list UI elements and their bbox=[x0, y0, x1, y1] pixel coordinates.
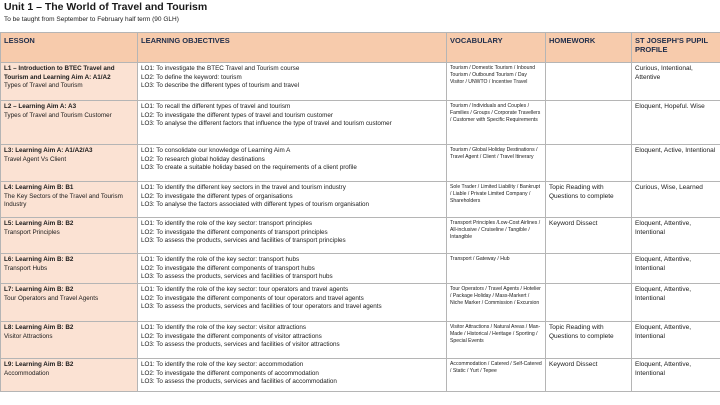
objective-line: LO2: To investigate the different components of tour operators and travel agents bbox=[141, 294, 364, 302]
homework-cell bbox=[546, 254, 632, 284]
lesson-subtitle: Transport Hubs bbox=[4, 264, 48, 272]
objective-line: LO3: To assess the products, services and facilities of transport hubs bbox=[141, 273, 333, 280]
table-row bbox=[1, 322, 720, 359]
lesson-cell bbox=[1, 101, 138, 145]
table-row bbox=[1, 254, 720, 284]
vocabulary-cell: Tourism / Individuals and Couples / Families / Groups / Corporate Travellers / Customer with Specific Requirements bbox=[447, 101, 546, 145]
objective-line: LO2: To investigate the different components of transport hubs bbox=[141, 264, 315, 272]
objective-line: LO1: To identify the role of the key sector: accommodation bbox=[141, 361, 304, 368]
objective-line: LO1: To identify the role of the key sector: tour operators and travel agents bbox=[141, 286, 349, 293]
pupil-profile-cell: Eloquent, Attentive, Intentional bbox=[632, 284, 720, 322]
objective-line: LO2: To define the keyword: tourism bbox=[141, 73, 242, 81]
table-row bbox=[1, 63, 720, 101]
objective-line: LO1: To identify the role of the key sector: transport principles bbox=[141, 220, 313, 227]
objectives-cell bbox=[138, 284, 447, 322]
objective-line: LO3: To assess the products, services and facilities of visitor attractions bbox=[141, 341, 340, 348]
lesson-cell bbox=[1, 359, 138, 392]
page-subtitle: To be taught from September to February half term (90 GLH) bbox=[4, 16, 179, 23]
objective-line: LO3: To create a suitable holiday based on the requirements of a client profile bbox=[141, 164, 357, 171]
vocabulary-cell: Tourism / Domestic Tourism / Inbound Tourism / Outbound Tourism / Day Visitor / UNWTO / Incentive Travel bbox=[447, 63, 546, 101]
objective-line: LO2: To research global holiday destinations bbox=[141, 155, 265, 163]
header-lesson: LESSON bbox=[1, 33, 138, 63]
lesson-subtitle: The Key Sectors of the Travel and Tourism Industry bbox=[4, 192, 123, 208]
objectives-cell bbox=[138, 101, 447, 145]
lesson-subtitle: Visitor Attractions bbox=[4, 332, 53, 340]
objective-line: LO3: To describe the different types of tourism and travel bbox=[141, 82, 299, 89]
homework-cell bbox=[546, 101, 632, 145]
objective-line: LO2: To investigate the different components of accommodation bbox=[141, 369, 319, 377]
vocabulary-cell: Sole Trader / Limited Liability / Bankrupt / Liable / Private Limited Company / Shareholders bbox=[447, 182, 546, 218]
scheme-of-work-table bbox=[0, 32, 720, 392]
lesson-subtitle: Types of Travel and Tourism Customer bbox=[4, 111, 112, 119]
homework-cell: Keyword Dissect bbox=[546, 218, 632, 254]
objective-line: LO1: To identify the role of the key sector: visitor attractions bbox=[141, 324, 307, 331]
lesson-title: L4: Learning Aim B: B1 bbox=[4, 184, 74, 191]
pupil-profile-cell: Curious, Intentional, Attentive bbox=[632, 63, 720, 101]
vocabulary-cell: Accommodation / Catered / Self-Catered / Static / Yurt / Tepee bbox=[447, 359, 546, 392]
vocabulary-cell: Transport Principles /Low-Cost Airlines / All-inclusive / Cruiseline / Tangible / Intangible bbox=[447, 218, 546, 254]
lesson-title: L5: Learning Aim B: B2 bbox=[4, 220, 74, 227]
pupil-profile-cell: Eloquent, Attentive, Intentional bbox=[632, 322, 720, 359]
page-title: Unit 1 – The World of Travel and Tourism bbox=[4, 1, 208, 13]
vocabulary-cell: Transport / Gateway / Hub bbox=[447, 254, 546, 284]
objective-line: LO2: To investigate the different types of organisations bbox=[141, 192, 293, 200]
homework-cell bbox=[546, 145, 632, 182]
pupil-profile-cell: Eloquent, Attentive, Intentional bbox=[632, 359, 720, 392]
objectives-cell bbox=[138, 322, 447, 359]
lesson-cell bbox=[1, 254, 138, 284]
lesson-subtitle: Accommodation bbox=[4, 369, 50, 377]
table-row bbox=[1, 101, 720, 145]
objective-line: LO1: To consolidate our knowledge of Learning Aim A bbox=[141, 147, 291, 154]
homework-cell: Topic Reading with Questions to complete bbox=[546, 182, 632, 218]
objective-line: LO3: To assess the products, services and facilities of transport principles bbox=[141, 237, 346, 244]
vocabulary-cell: Visitor Attractions / Natural Areas / Man-Made / Historical / Heritage / Sporting / Special Events bbox=[447, 322, 546, 359]
table-row bbox=[1, 182, 720, 218]
objective-line: LO2: To investigate the different components of visitor attractions bbox=[141, 332, 322, 340]
objective-line: LO3: To analyse the different factors that influence the type of travel and tourism customer bbox=[141, 120, 392, 127]
vocabulary-cell: Tour Operators / Travel Agents / Hotelier / Package Holiday / Mass-Markert / Niche Marker / Commission / Excursion bbox=[447, 284, 546, 322]
lesson-cell bbox=[1, 322, 138, 359]
lesson-cell bbox=[1, 218, 138, 254]
objective-line: LO3: To assess the products, services and facilities of tour operators and travel agents bbox=[141, 303, 382, 310]
pupil-profile-cell: Eloquent, Active, Intentional bbox=[632, 145, 720, 182]
objective-line: LO3: To assess the products, services and facilities of accommodation bbox=[141, 378, 337, 385]
lesson-title: L3: Learning Aim A: A1/A2/A3 bbox=[4, 147, 93, 154]
lesson-cell bbox=[1, 284, 138, 322]
pupil-profile-cell: Eloquent, Attentive, Intentional bbox=[632, 254, 720, 284]
lesson-title: L1 – Introduction to BTEC Travel and Tourism and Learning Aim A: A1/A2 bbox=[4, 65, 115, 81]
objectives-cell bbox=[138, 359, 447, 392]
table-row bbox=[1, 218, 720, 254]
lesson-title: L6: Learning Aim B: B2 bbox=[4, 256, 74, 263]
objective-line: LO1: To investigate the BTEC Travel and Tourism course bbox=[141, 65, 300, 72]
objective-line: LO1: To identify the role of the key sector: transport hubs bbox=[141, 256, 300, 263]
objective-line: LO3: To analyse the factors associated with different types of tourism organisation bbox=[141, 201, 369, 208]
objective-line: LO1: To recall the different types of travel and tourism bbox=[141, 103, 291, 110]
header-homework: HOMEWORK bbox=[546, 33, 632, 63]
homework-cell bbox=[546, 63, 632, 101]
lesson-subtitle: Transport Principles bbox=[4, 228, 60, 236]
lesson-cell bbox=[1, 63, 138, 101]
objectives-cell bbox=[138, 182, 447, 218]
lesson-title: L2 – Learning Aim A: A3 bbox=[4, 103, 77, 110]
lesson-subtitle: Tour Operators and Travel Agents bbox=[4, 294, 99, 302]
table-row bbox=[1, 359, 720, 392]
table-row bbox=[1, 284, 720, 322]
objective-line: LO1: To identify the different key sectors in the travel and tourism industry bbox=[141, 184, 346, 191]
pupil-profile-cell: Eloquent, Attentive, Intentional bbox=[632, 218, 720, 254]
lesson-title: L9: Learning Aim B: B2 bbox=[4, 361, 74, 368]
header-vocabulary: VOCABULARY bbox=[447, 33, 546, 63]
objectives-cell bbox=[138, 254, 447, 284]
lesson-title: L7: Learning Aim B: B2 bbox=[4, 286, 74, 293]
lesson-subtitle: Travel Agent Vs Client bbox=[4, 155, 67, 163]
header-learning-objectives: LEARNING OBJECTIVES bbox=[138, 33, 447, 63]
objective-line: LO2: To investigate the different components of transport principles bbox=[141, 228, 328, 236]
lesson-cell bbox=[1, 145, 138, 182]
lesson-subtitle: Types of Travel and Tourism bbox=[4, 82, 83, 89]
pupil-profile-cell: Curious, Wise, Learned bbox=[632, 182, 720, 218]
table-header-row bbox=[1, 33, 720, 63]
homework-cell: Topic Reading with Questions to complete bbox=[546, 322, 632, 359]
homework-cell: Keyword Dissect bbox=[546, 359, 632, 392]
objectives-cell bbox=[138, 145, 447, 182]
pupil-profile-cell: Eloquent, Hopeful. Wise bbox=[632, 101, 720, 145]
header-pupil-profile: ST JOSEPH'S PUPIL PROFILE bbox=[632, 33, 720, 63]
lesson-title: L8: Learning Aim B: B2 bbox=[4, 324, 74, 331]
objectives-cell bbox=[138, 63, 447, 101]
vocabulary-cell: Tourism / Global Holiday Destinations / Travel Agent / Client / Travel Itinerary bbox=[447, 145, 546, 182]
objectives-cell bbox=[138, 218, 447, 254]
table-row bbox=[1, 145, 720, 182]
objective-line: LO2: To investigate the different types of travel and tourism customer bbox=[141, 111, 333, 119]
homework-cell bbox=[546, 284, 632, 322]
lesson-cell bbox=[1, 182, 138, 218]
